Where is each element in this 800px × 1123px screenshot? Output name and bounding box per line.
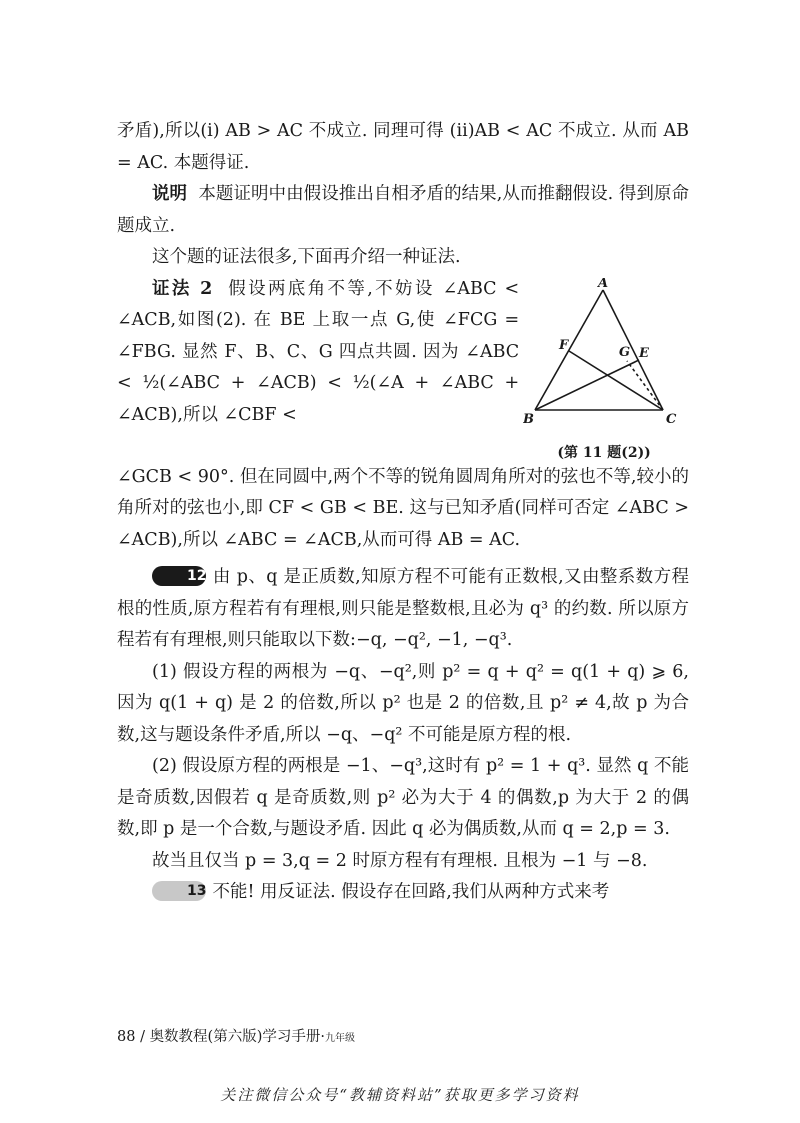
page-body <box>117 116 689 909</box>
label-C: C <box>666 411 677 427</box>
book-title: 奥数教程(第六版)学习手册· <box>149 1029 325 1045</box>
page-footer <box>117 1025 355 1046</box>
problem-13-paragraph <box>117 877 689 909</box>
problem-12-text: 由 p、q 是正质数,知原方程不可能有正数根,又由整系数方程根的性质,原方程若有有理根,则只能是整数根,且必为 q³ 的约数. 所以原方程若有有理根,则只能取以下数:−q, −q², −1, −q³. <box>117 567 689 650</box>
problem-12-paragraph <box>117 562 689 657</box>
paragraph-intro-method: 这个题的证法很多,下面再介绍一种证法. <box>152 247 461 267</box>
case-2-paragraph: (2) 假设原方程的两根是 −1、−q³,这时有 p² = 1 + q³. 显然 q 不能是奇质数,因假若 q 是奇质数,则 p² 必为大于 4 的偶数,p 为大于 2 的偶数,即 p 是一个合数,与题设矛盾. 因此 q 必为偶质数,从而 q = 2,p = 3. <box>117 756 689 839</box>
explanation-text: 本题证明中由假设推出自相矛盾的结果,从而推翻假设. 得到原命题成立. <box>117 184 689 236</box>
label-B: B <box>523 411 535 427</box>
grade-label: 九年级 <box>325 1033 355 1044</box>
figure-caption: (第 11 题(2)) <box>557 444 651 461</box>
label-G: G <box>619 344 631 360</box>
method2-text: 假设两底角不等,不妨设 ∠ABC < ∠ACB,如图(2). 在 BE 上取一点 G,使 ∠FCG = ∠FBG. 显然 F、B、C、G 四点共圆. 因为 ∠ABC < ½(∠ABC + ∠ACB) < ½(∠A + ∠ABC + ∠ACB),所以 ∠CBF < <box>117 278 520 425</box>
triangle-diagram <box>523 278 683 428</box>
problem-12-badge: 12 <box>152 566 206 586</box>
paragraph-explanation <box>117 179 689 242</box>
problem-13-badge: 13 <box>152 881 206 901</box>
label-E: E <box>639 345 650 361</box>
page-number: 88 <box>117 1029 136 1045</box>
method2-block <box>117 274 689 462</box>
method2-paragraph <box>117 274 519 432</box>
paragraph-1: 矛盾),所以(i) AB > AC 不成立. 同理可得 (ii)AB < AC 不成立. 从而 AB = AC. 本题得证. <box>117 121 689 173</box>
case-1-paragraph: (1) 假设方程的两根为 −q、−q²,则 p² = q + q² = q(1 + q) ⩾ 6,因为 q(1 + q) 是 2 的倍数,所以 p² 也是 2 的倍数,且 p² ≠ 4,故 p 为合数,这与题设条件矛盾,所以 −q、−q² 不可能是原方程的根. <box>117 661 689 745</box>
label-A: A <box>598 277 609 291</box>
label-F: F <box>559 337 569 353</box>
edge-AB <box>535 290 603 410</box>
segment-CG <box>627 361 663 410</box>
footer-separator: / <box>140 1029 145 1045</box>
method2-label: 证法 2 <box>152 278 213 299</box>
method2-continuation: ∠GCB < 90°. 但在同圆中,两个不等的锐角圆周角所对的弦也不等,较小的角所对的弦也小,即 CF < GB < BE. 这与已知矛盾(同样可否定 ∠ABC > ∠ACB),所以 ∠ABC = ∠ACB,从而可得 AB = AC. <box>117 466 689 550</box>
conclusion-paragraph: 故当且仅当 p = 3,q = 2 时原方程有有理根. 且根为 −1 与 −8. <box>152 850 648 871</box>
triangle-figure <box>523 278 689 462</box>
explanation-label: 说明 <box>152 184 188 204</box>
watermark-text: 关注微信公众号“教辅资料站”获取更多学习资料 <box>220 1086 580 1104</box>
problem-13-text: 不能! 用反证法. 假设存在回路,我们从两种方式来考 <box>212 882 610 902</box>
